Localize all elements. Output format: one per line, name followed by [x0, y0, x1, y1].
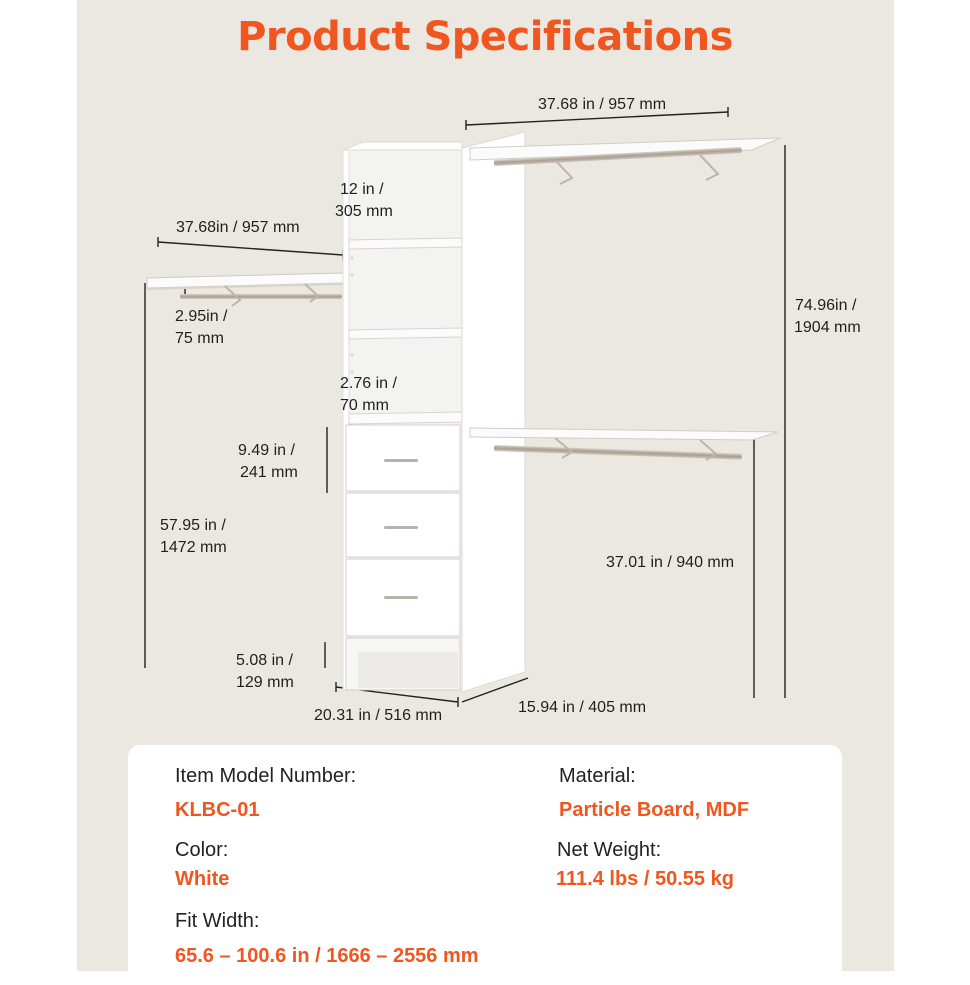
total-height-label-line2: 1904 mm	[794, 319, 861, 336]
left-shelf-width-label: 37.68in / 957 mm	[176, 219, 300, 236]
model-number-value: KLBC-01	[175, 799, 260, 821]
base-height-label-line1: 5.08 in /	[236, 652, 293, 669]
fit-width-value: 65.6 – 100.6 in / 1666 – 2556 mm	[175, 945, 479, 967]
lower-rod-height-label: 37.01 in / 940 mm	[606, 554, 735, 571]
rod-drop-label-line1: 2.95in /	[175, 308, 228, 325]
fit-width-label: Fit Width:	[175, 910, 260, 932]
drawer-height-label-line1: 9.49 in /	[238, 442, 295, 459]
top-shelf-width-label: 37.68 in / 957 mm	[538, 96, 667, 113]
depth-label: 15.94 in / 405 mm	[518, 699, 647, 716]
rod-drop-label-line2: 75 mm	[175, 330, 224, 347]
spec-card	[128, 745, 842, 985]
base-height-label-line2: 129 mm	[236, 674, 294, 691]
material-label: Material:	[559, 765, 636, 787]
cubby-gap-label-line1: 2.76 in /	[340, 375, 397, 392]
shelf-gap-label-line2: 305 mm	[335, 203, 393, 220]
page-title: Product Specifications	[237, 14, 733, 60]
total-height-label-line1: 74.96in /	[795, 297, 857, 314]
color-value: White	[175, 868, 230, 890]
net-weight-label: Net Weight:	[557, 839, 662, 861]
left-height-label-line1: 57.95 in /	[160, 517, 226, 534]
model-number-label: Item Model Number:	[175, 765, 357, 787]
color-label: Color:	[175, 839, 229, 861]
cubby-gap-label-line2: 70 mm	[340, 397, 389, 414]
shelf-gap-label-line1: 12 in /	[340, 181, 384, 198]
tower-width-label: 20.31 in / 516 mm	[314, 707, 443, 724]
material-value: Particle Board, MDF	[559, 799, 750, 821]
net-weight-value: 111.4 lbs / 50.55 kg	[556, 868, 734, 890]
drawer-height-label-line2: 241 mm	[240, 464, 298, 481]
left-height-label-line2: 1472 mm	[160, 539, 227, 556]
